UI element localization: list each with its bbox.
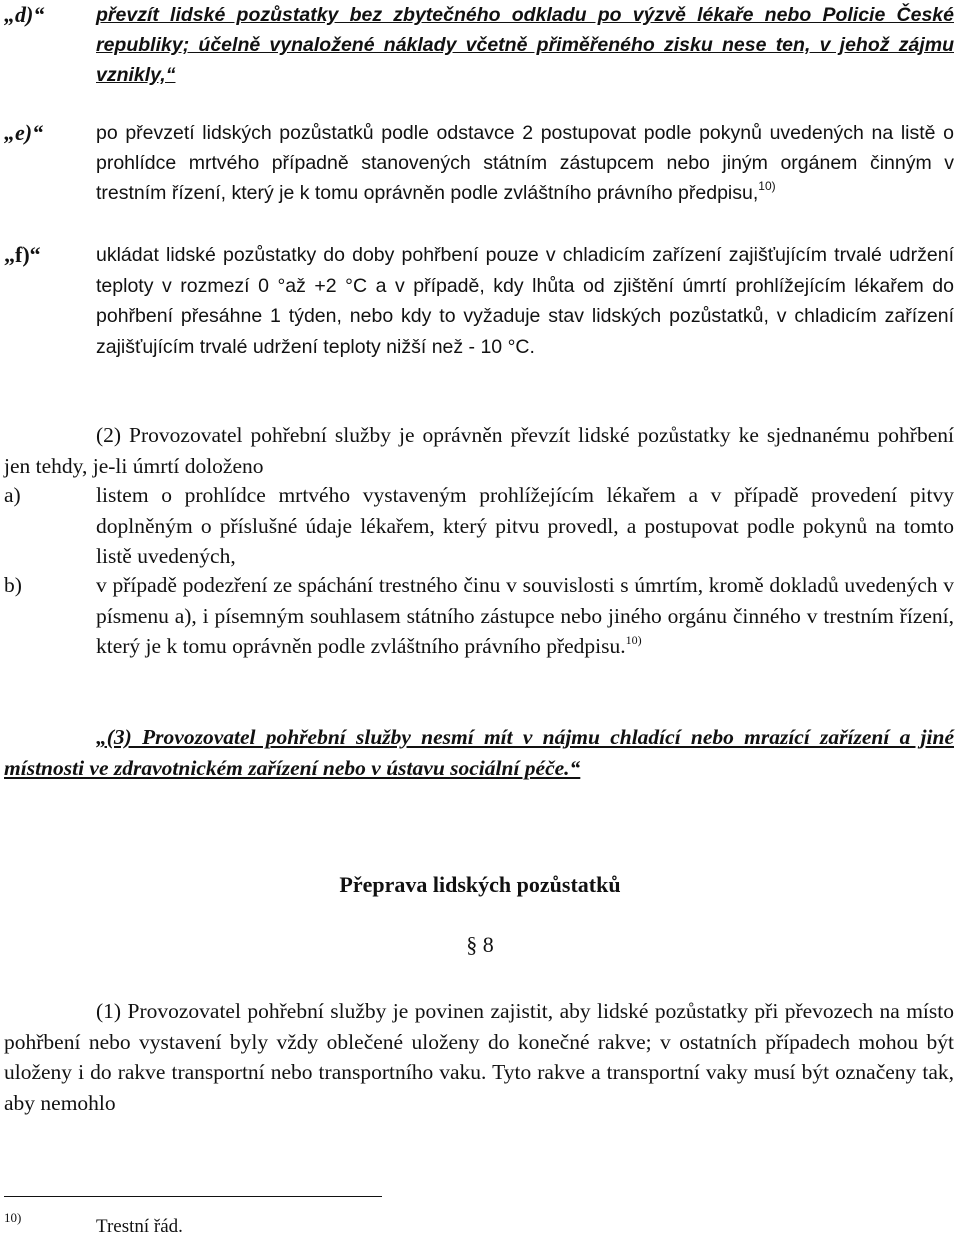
item-text: ukládat lidské pozůstatky do doby pohřbení pouze v chladicím zařízení zajišťujícím trvalé udržení teploty v rozmezí 0 °až +2 °C a v případě, kdy lhůta od zjištění úmrtí prohlížejícím lékařem do pohřbení přesáhne 1 týden, nebo kdy to vyžaduje stav lidských pozůstatků, v chladicím zařízení zajišťujícím trvalé udržení teploty nižší než - 10 °C. <box>96 244 954 358</box>
item-text-body: po převzetí lidských pozůstatků podle odstavce 2 postupovat podle pokynů uvedených na listě o prohlídce mrtvého případně stanovených státním zástupcem nebo jiným orgánem činným v trestním řízení, který je k tomu oprávněn podle zvláštního právního předpisu, <box>96 122 954 204</box>
item-text <box>96 118 954 208</box>
item-label: „e)“ <box>4 120 44 145</box>
section-heading: Přeprava lidských pozůstatků <box>339 872 621 897</box>
item-text-body: v případě podezření ze spáchání trestného činu v souvislosti s úmrtím, kromě dokladů uvedených v písmenu a), i písemným souhlasem státního zástupce nebo jiného orgánu činného v trestním řízení, který je k tomu oprávněn podle zvláštního právního předpisu. <box>96 573 954 658</box>
item-label: b) <box>4 573 22 597</box>
footnote-mark: 10) <box>4 1210 22 1225</box>
paragraph-3: „(3) Provozovatel pohřební služby nesmí mít v nájmu chladící nebo mrazící zařízení a jiné místnosti ve zdravotnickém zařízení nebo v ústavu sociální péče.“ <box>4 725 954 780</box>
footnote-ref: 10) <box>625 633 642 647</box>
item-text <box>96 570 954 662</box>
item-text: převzít lidské pozůstatky bez zbytečného odkladu po výzvě lékaře nebo Policie České republiky; účelně vynaložené náklady včetně přiměřeného zisku nese ten, v jehož zájmu vznikly,“ <box>96 4 954 86</box>
item-label: „f)“ <box>4 242 41 267</box>
paragraph-2-intro: (2) Provozovatel pohřební služby je oprávněn převzít lidské pozůstatky ke sjednanému pohřbení jen tehdy, je-li úmrtí doloženo <box>4 423 954 478</box>
item-text: listem o prohlídce mrtvého vystaveným prohlížejícím lékařem a v případě provedení pitvy doplněným o příslušné údaje lékařem, který pitvu provedl, a postupovat podle pokynů na tomto listě uvedených, <box>96 483 954 568</box>
footnote-separator <box>4 1196 382 1197</box>
section-number: § 8 <box>466 932 494 957</box>
section-8-paragraph-1: (1) Provozovatel pohřební služby je povinen zajistit, aby lidské pozůstatky při převozech na místo pohřbení nebo vystavení byly vždy oblečené uloženy do konečné rakve; v ostatních případech mohou být uloženy i do rakve transportní nebo transportního vaku. Tyto rakve a transportní vaky musí být označeny tak, aby nemohlo <box>4 999 954 1115</box>
item-label: „d)“ <box>4 2 45 27</box>
item-label: a) <box>4 483 21 507</box>
footnote-ref: 10) <box>758 179 776 193</box>
footnote-text: Trestní řád. <box>96 1216 183 1237</box>
